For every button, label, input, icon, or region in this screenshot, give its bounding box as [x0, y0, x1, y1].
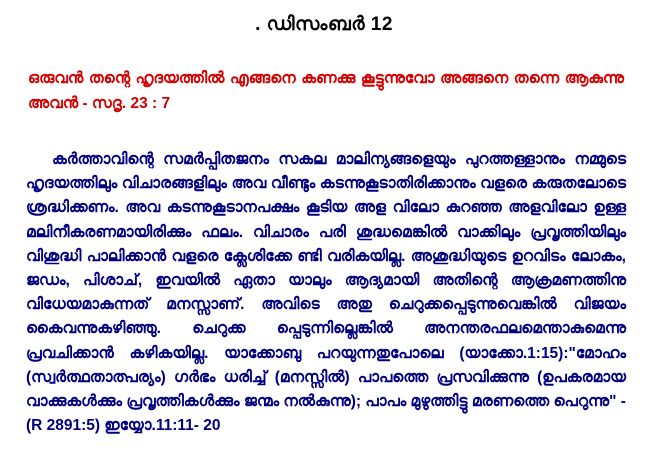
- body-paragraph: കർത്താവിന്റെ സമർപ്പിതജനം സകല മാലിന്യങ്ങളെയും പുറത്തള്ളാനും നമ്മുടെ ഹൃദയത്തിലും വിചാരങ്ങളിലും അവ വീണ്ടും കടന്നുകൂടാതിരിക്കാനും വളരെ കരുതലോടെ ശ്രദ്ധിക്കണം. അവ കടന്നുകൂടാനപക്ഷം കൂടിയ അള വിലോ കുറഞ്ഞ അളവിലോ ഉള്ള മലിനീകരണമായിരിക്കും ഫലം. വിചാരം പരി ശുദ്ധമെങ്കിൽ വാക്കിലും പ്രവൃത്തിയിലും വിശുദ്ധി പാലിക്കാൻ വളരെ ക്ലേശിക്കേ ണ്ടി വരികയില്ല. അശുദ്ധിയുടെ ഉറവിടം ലോകം, ജഡം, പിശാച്, ഇവയിൽ ഏതാ യാലും ആദ്യമായി അതിന്റെ ആക്രമണത്തിനു വിധേയമാകുന്നത് മനസ്സാണ്. അവിടെ അതു ചെറുക്കപ്പെടുന്നുവെങ്കിൽ വിജയം കൈവന്നുകഴിഞ്ഞു. ചെറുക്ക പ്പെടുന്നില്ലെങ്കിൽ അനന്തരഫലമെന്താകുമെന്നു പ്രവചിക്കാൻ കഴികയില്ല. യാക്കോബു പറയുന്നതുപോലെ (യാക്കോ.1:15):"മോഹം (സ്വർത്ഥതാത്പര്യം) ഗർഭം ധരിച്ച് (മനസ്സിൽ) പാപത്തെ പ്രസവിക്കുന്നു (ഉപകരമായ വാക്കുകൾക്കും പ്രവൃത്തികൾക്കും ജന്മം നൽകുന്നു); പാപം മുഴുത്തിട്ടു മരണത്തെ പെറുന്നു" -: [26, 151, 626, 411]
- body-paragraph-citation: (R 2891:5) ഇയ്യോ.11:11- 20: [26, 417, 221, 435]
- page-title: . ഡിസംബർ 12: [255, 14, 393, 35]
- scripture-verse: [28, 66, 624, 116]
- body-text: [26, 148, 626, 438]
- verse-text: ഒരുവൻ തന്റെ ഹൃദയത്തിൽ എങ്ങനെ കണക്കു കൂട്ടുന്നുവോ അങ്ങനെ തന്നെ ആകുന്നു അവൻ: [28, 70, 624, 112]
- verse-reference: - സദൃ. 23 : 7: [82, 95, 171, 112]
